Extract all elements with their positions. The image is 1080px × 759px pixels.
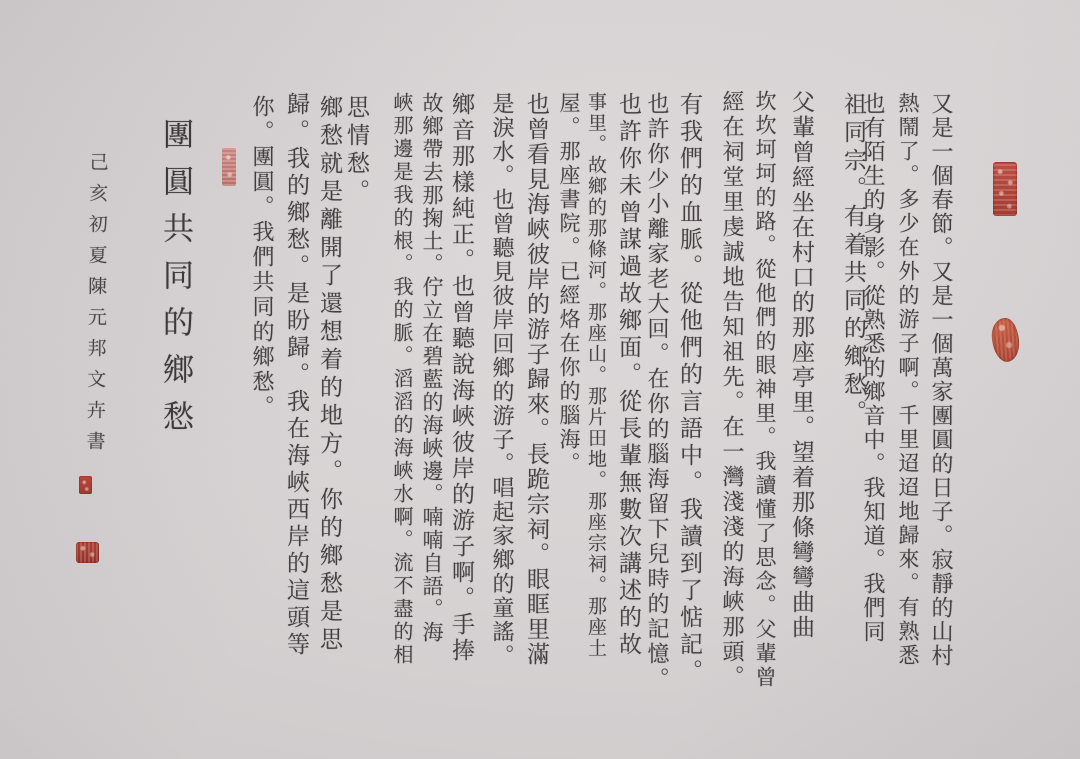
- text-column: 故鄉帶去那掬土。佇立在碧藍的海峽邊。喃喃自語。海: [420, 92, 444, 644]
- artist-signature: 己亥初夏陳元邦文卉書: [83, 151, 109, 463]
- text-column: 經在祠堂里虔誠地告知祖先。在一灣淺淺的海峽那頭。: [719, 90, 744, 690]
- text-column: 有我們的血脈。從他們的言語中。我讀到了惦記。: [676, 92, 702, 686]
- text-column: 鄉愁就是離開了還想着的地方。你的鄉愁是思: [316, 95, 342, 655]
- text-column: 鄉音那樣純正。也曾聽說海峽彼岸的游子啊。手捧: [448, 92, 474, 664]
- text-column: 祖同宗。有着共同的鄉愁。: [840, 92, 866, 428]
- text-column: 是淚水。也曾聽見彼岸回鄉的游子。唱起家鄉的童謠。: [489, 92, 514, 668]
- seal-below-signature-upper: [79, 476, 92, 494]
- text-column: 你。團圓。我們共同的鄉愁。: [249, 95, 274, 420]
- text-column: 峽那邊是我的根。我的脈。滔滔的海峽水啊。流不盡的相: [390, 92, 414, 667]
- text-column: 也許你未曾謀過故鄉面。從長輩無數次講述的故: [615, 92, 641, 659]
- seal-beside-title: [222, 148, 236, 186]
- text-column: 也曾看見海峽彼岸的游子歸來。長跪宗祠。眼眶里滿: [523, 92, 549, 667]
- seal-top-right-lower: [990, 317, 1020, 363]
- seal-top-right-upper: [993, 162, 1017, 216]
- text-column: 又是一個春節。又是一個萬家團圓的日子。寂靜的山村: [928, 92, 953, 668]
- text-column: 坎坎坷坷的路。從他們的眼神里。我讀懂了思念。父輩曾: [753, 90, 777, 690]
- text-column: 歸。我的鄉愁。是盼歸。我在海峽西岸的這頭等: [283, 92, 309, 659]
- seal-below-signature-lower: [76, 542, 99, 563]
- text-column: 也有陌生的身影。從熟悉的鄉音中。我知道。我們同: [860, 92, 885, 644]
- text-column: 屋。那座書院。已經烙在你的腦海。: [557, 92, 581, 476]
- artwork-title: 團圓共同的鄉愁: [157, 118, 193, 447]
- text-column: 也許你少小離家老大回。在你的腦海留下兒時的記憶。: [644, 92, 669, 692]
- text-column: 父輩曾經坐在村口的那座亭里。望着那條彎彎曲曲: [788, 90, 814, 640]
- text-column: 熱鬧了。多少在外的游子啊。千里迢迢地歸來。有熟悉: [896, 92, 920, 668]
- text-column: 事里。故鄉的那條河。那座山。那片田地。那座宗祠。那座土: [585, 92, 607, 659]
- text-column: 思情愁。: [343, 95, 369, 207]
